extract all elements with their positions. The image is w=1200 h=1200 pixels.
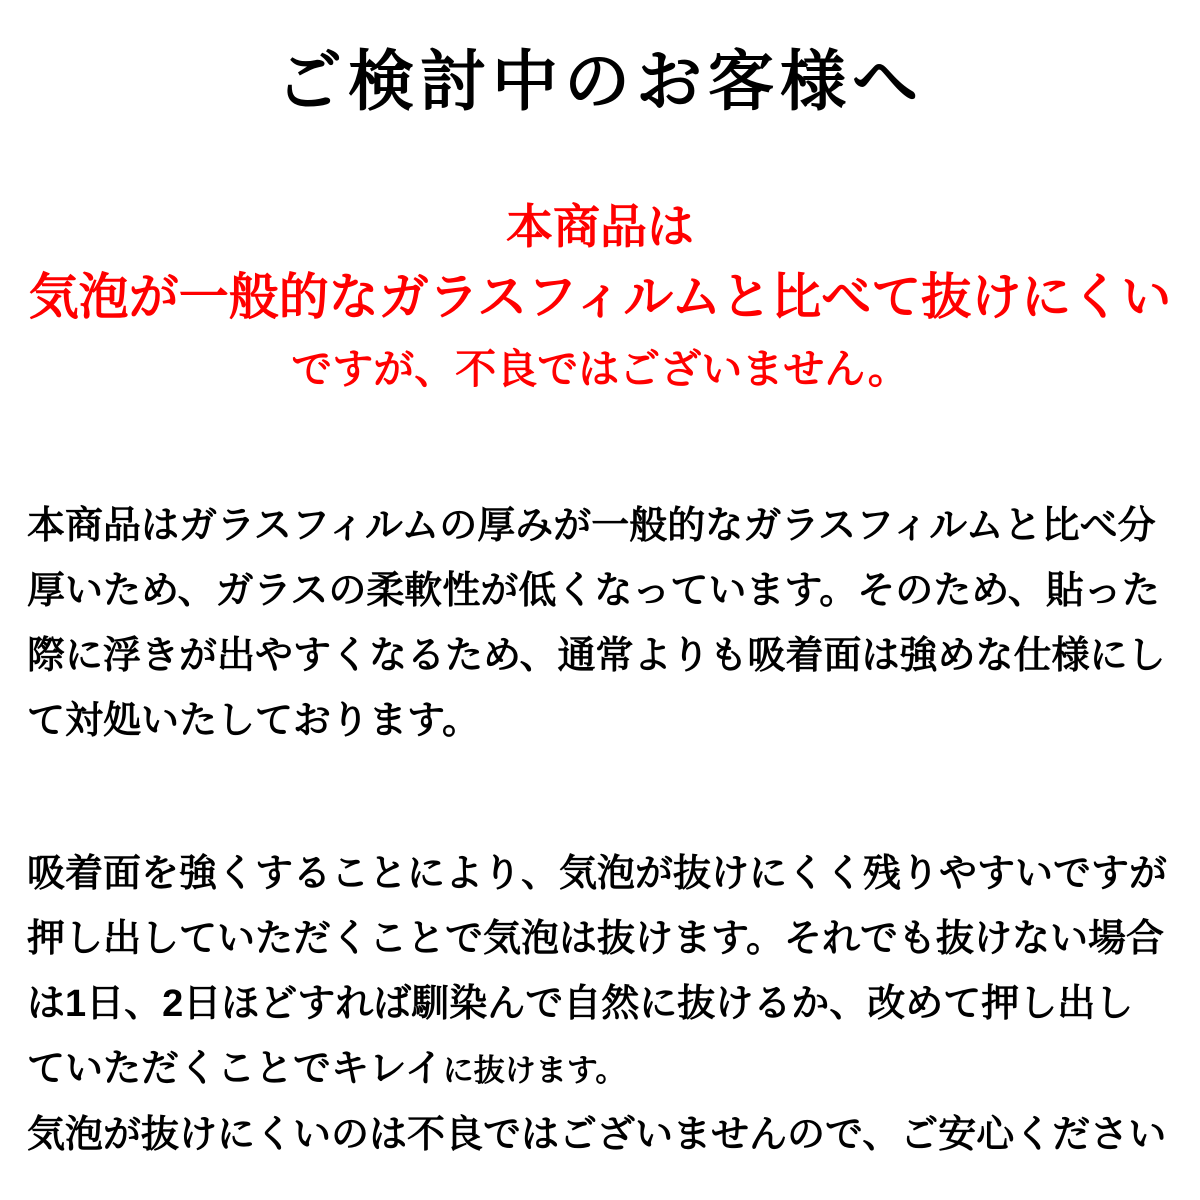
highlight-line-3: ですが、不良ではございません。	[291, 345, 909, 392]
highlight-line-2: 気泡が一般的なガラスフィルムと比べて抜けにくい	[28, 268, 1172, 325]
paragraph-2-line-4	[27, 1037, 1173, 1103]
paragraph-2-line-3: は1日、2日ほどすれば馴染んで自然に抜けるか、改めて押し出し	[27, 982, 1134, 1025]
paragraph-2-line-5: 気泡が抜けにくいのは不良ではございませんので、ご安心ください	[27, 1113, 1167, 1156]
paragraph-1-line-3: 際に浮きが出やすくなるため、通常よりも吸着面は強めな仕様にし	[27, 634, 1166, 677]
paragraph-2-line-2: 押し出していただくことで気泡は抜けます。それでも抜けない場合	[27, 917, 1164, 960]
highlight-block	[0, 196, 1200, 402]
paragraph-1-line-4: て対処いたしております。	[27, 699, 480, 742]
page-title: ご検討中のお客様へ	[276, 44, 924, 118]
highlight-line-1: 本商品は	[506, 199, 694, 253]
paragraph-2	[27, 842, 1173, 1168]
paragraph-1	[27, 494, 1173, 754]
paragraph-2-line-4-main: ていただくことでキレイ	[27, 1047, 443, 1090]
paragraph-1-line-1: 本商品はガラスフィルムの厚みが一般的なガラスフィルムと比べ分	[27, 504, 1156, 547]
paragraph-2-line-1: 吸着面を強くすることにより、気泡が抜けにくく残りやすいですが	[27, 852, 1168, 895]
paragraph-2-line-4-small: に抜けます。	[442, 1052, 627, 1088]
paragraph-1-line-2: 厚いため、ガラスの柔軟性が低くなっています。そのため、貼った	[27, 569, 1160, 612]
